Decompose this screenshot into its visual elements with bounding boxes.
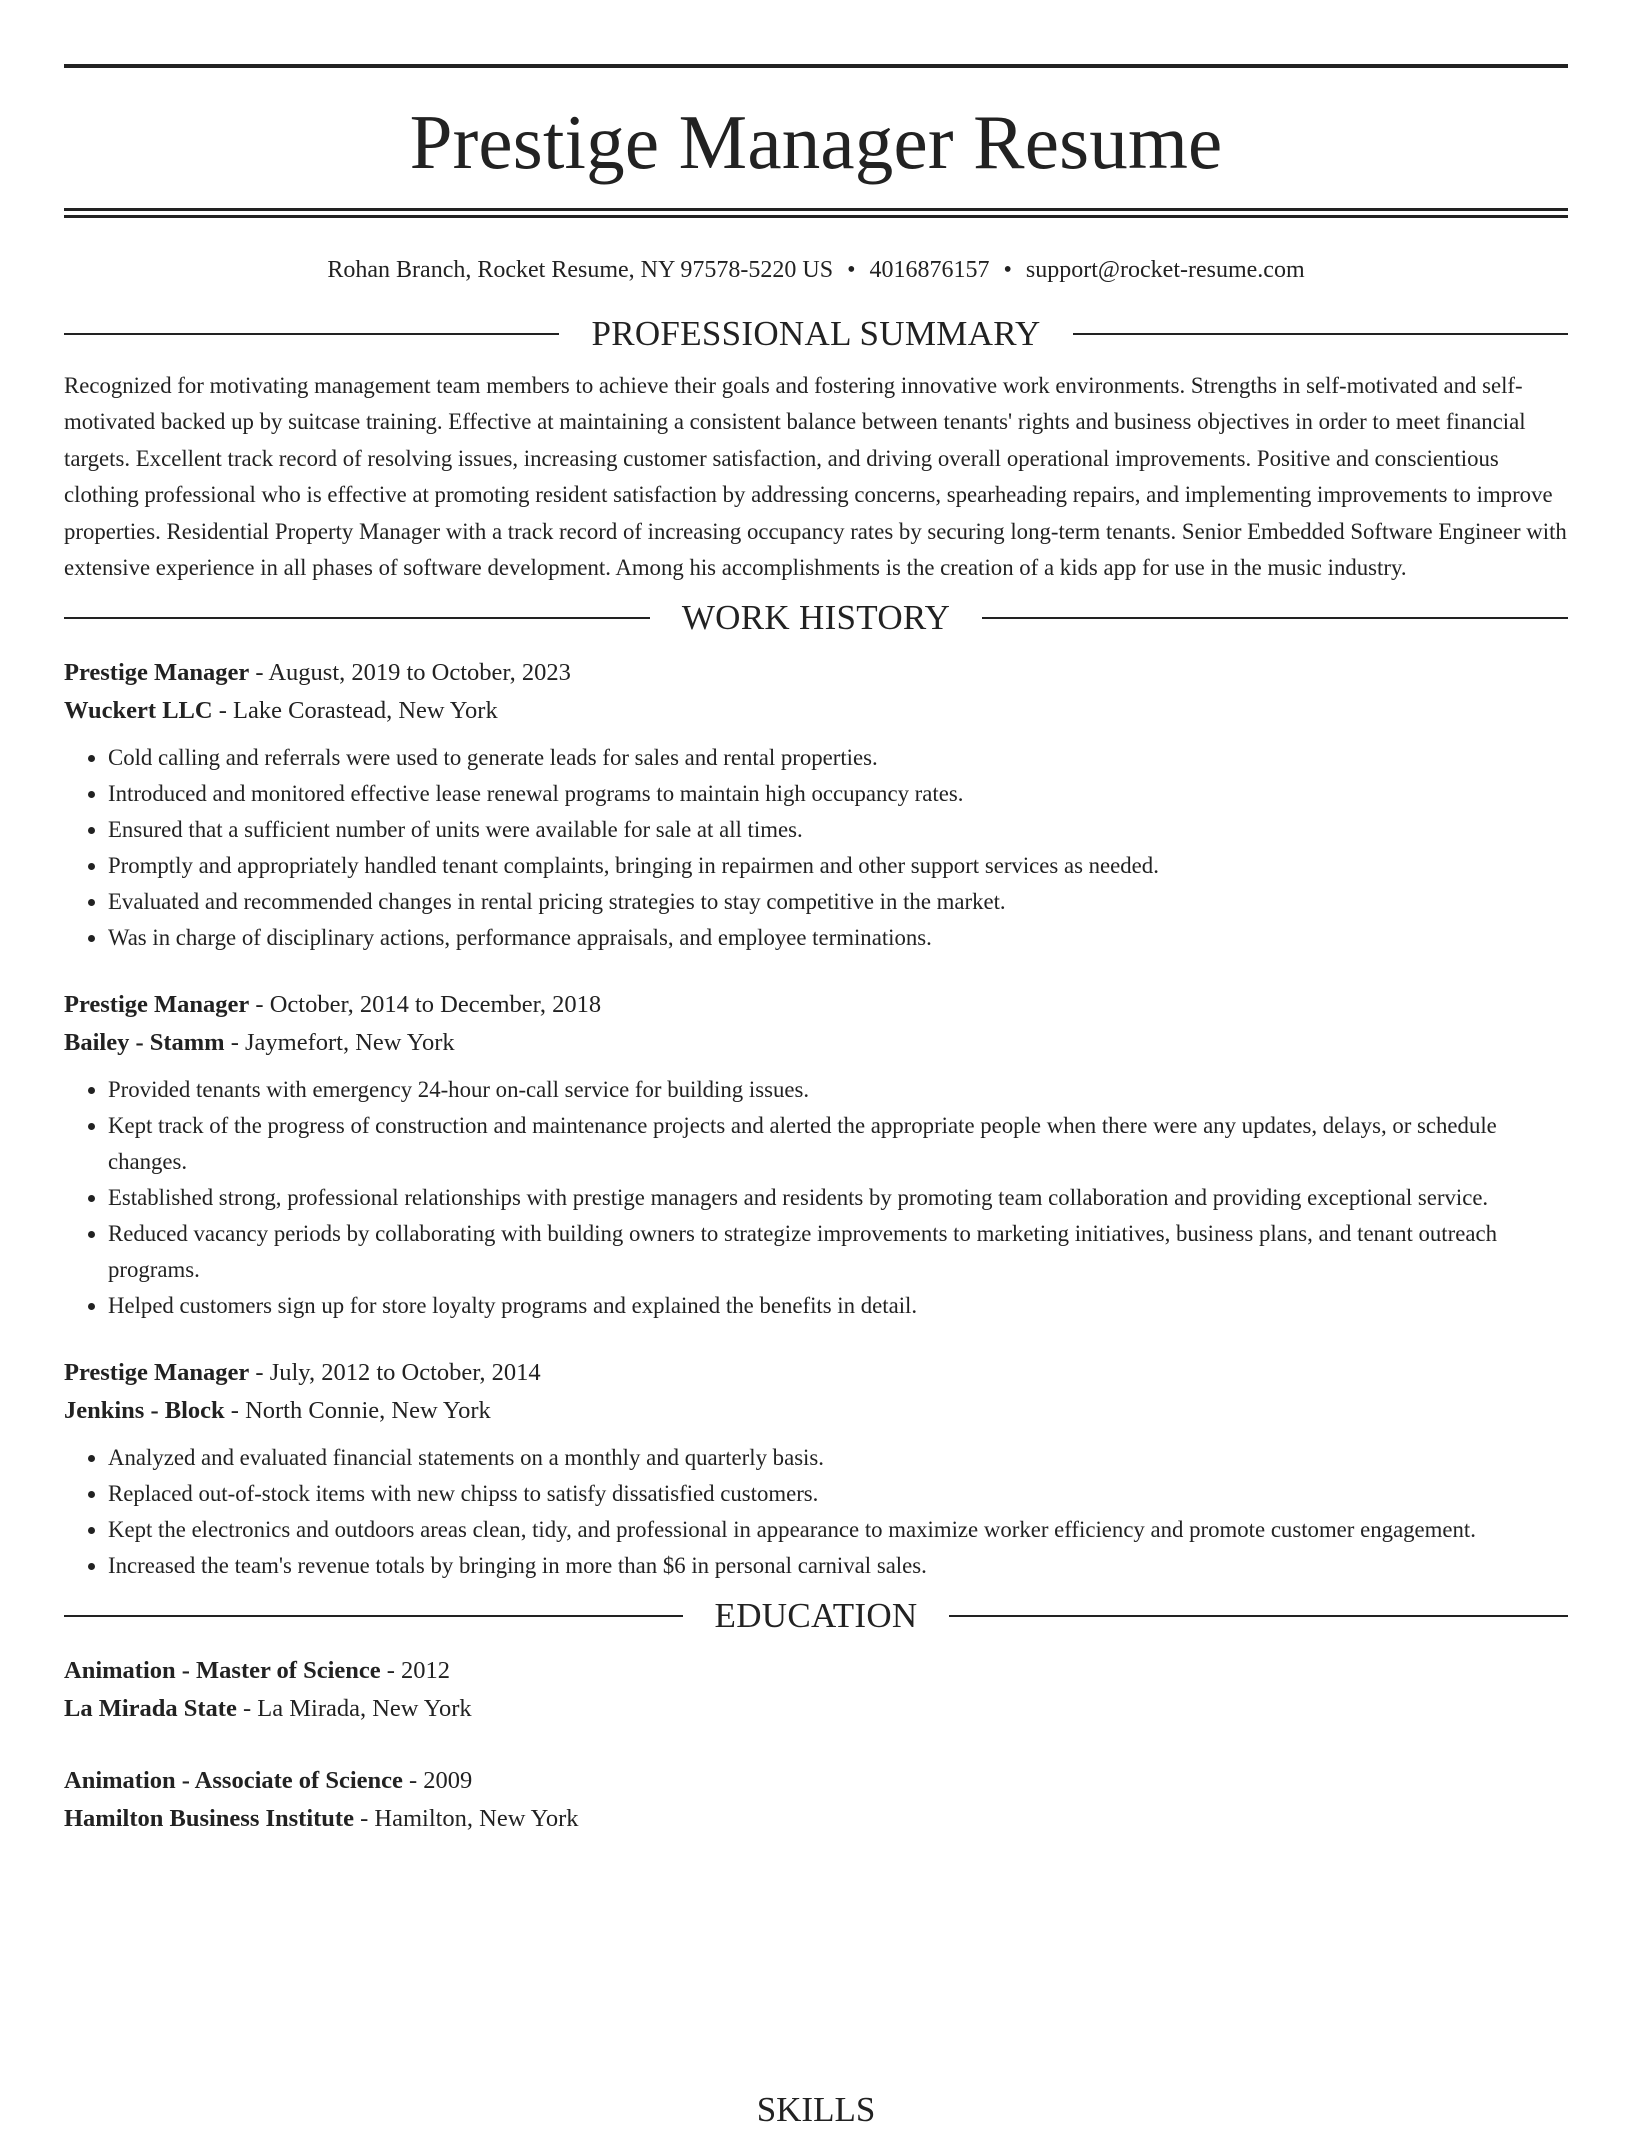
- list-item: • Analyzed and evaluated financial statements on a monthly and quarterly basis.: [108, 1440, 1568, 1476]
- contact-line: [64, 254, 1568, 286]
- divider-line: [64, 333, 559, 335]
- contact-phone: 4016876157: [869, 257, 990, 283]
- job-company-line: [64, 692, 1568, 730]
- section-title-summary: PROFESSIONAL SUMMARY: [591, 314, 1041, 353]
- degree-line: [64, 1762, 1568, 1800]
- job-company: Bailey - Stamm: [64, 1029, 225, 1057]
- divider-line: [64, 1615, 683, 1617]
- resume-title: Prestige Manager Resume: [409, 99, 1223, 185]
- section-header-education: [64, 1596, 1568, 1636]
- dash: -: [249, 991, 270, 1019]
- dash: -: [224, 1397, 246, 1425]
- job-entry: [64, 654, 1568, 956]
- job-dates: October, 2014 to December, 2018: [269, 991, 602, 1019]
- job-company: Jenkins - Block: [64, 1397, 225, 1425]
- job-bullets: [64, 1440, 1568, 1584]
- degree-year: 2009: [423, 1767, 473, 1795]
- resume-page: [64, 0, 1568, 2129]
- dash: -: [353, 1805, 375, 1833]
- divider-line: [64, 617, 650, 619]
- list-item: • Kept track of the progress of construction and maintenance projects and alerted the appropriate people when there were any updates, delays, or schedule changes.: [108, 1108, 1568, 1180]
- list-item: • Kept the electronics and outdoors areas clean, tidy, and professional in appearance to maximize worker efficiency and promote customer engagement.: [108, 1512, 1568, 1548]
- list-item: • Reduced vacancy periods by collaborating with building owners to strategize improvements to marketing initiatives, business plans, and tenant outreach programs.: [108, 1216, 1568, 1288]
- degree-name: Animation - Associate of Science: [64, 1767, 403, 1795]
- job-bullets: [64, 1072, 1568, 1324]
- summary-text: Recognized for motivating management team members to achieve their goals and fostering innovative work environments. Strengths in self-motivated and self-motivated backed up by suitcase training. Effective at maintaining a consistent balance between tenants' rights and business objectives in order to meet financial targets. Excellent track record of resolving issues, increasing customer satisfaction, and driving overall operational improvements. Positive and conscientious clothing professional who is effective at promoting resident satisfaction by addressing concerns, spearheading repairs, and implementing improvements to improve properties. Residential Property Manager with a track record of increasing occupancy rates by securing long-term tenants. Senior Embedded Software Engineer with extensive experience in all phases of software development. Among his accomplishments is the creation of a kids app for use in the music industry.: [64, 373, 1567, 581]
- list-item: • Promptly and appropriately handled tenant complaints, bringing in repairmen and other support services as needed.: [108, 848, 1568, 884]
- dash: -: [380, 1657, 402, 1685]
- section-title-work: WORK HISTORY: [681, 598, 951, 638]
- list-item: • Replaced out-of-stock items with new chipss to satisfy dissatisfied customers.: [108, 1476, 1568, 1512]
- job-location: North Connie, New York: [245, 1397, 491, 1425]
- list-item: • Increased the team's revenue totals by bringing in more than $6 in personal carnival sales.: [108, 1548, 1568, 1584]
- divider-line: [982, 617, 1568, 619]
- divider-line: [949, 1615, 1568, 1617]
- job-role: Prestige Manager: [64, 991, 250, 1019]
- contact-email: support@rocket-resume.com: [1025, 257, 1305, 283]
- section-header-summary: [64, 314, 1568, 354]
- job-role: Prestige Manager: [64, 1359, 250, 1387]
- dash: -: [236, 1695, 258, 1723]
- list-item: • Helped customers sign up for store loyalty programs and explained the benefits in detail.: [108, 1288, 1568, 1324]
- divider-line: [1073, 333, 1568, 335]
- job-company-line: [64, 1024, 1568, 1062]
- list-item: • Cold calling and referrals were used to generate leads for sales and rental properties.: [108, 740, 1568, 776]
- dash: -: [402, 1767, 424, 1795]
- dash: -: [249, 1359, 270, 1387]
- degree-name: Animation - Master of Science: [64, 1657, 381, 1685]
- list-item: • Introduced and monitored effective lease renewal programs to maintain high occupancy rates.: [108, 776, 1568, 812]
- job-entry: [64, 986, 1568, 1324]
- title-double-rule: [64, 208, 1568, 218]
- dash: -: [249, 659, 269, 687]
- job-location: Lake Corastead, New York: [233, 697, 498, 725]
- list-item: • Was in charge of disciplinary actions, performance appraisals, and employee terminations.: [108, 920, 1568, 956]
- contact-address: Rohan Branch, Rocket Resume, NY 97578-5220 US: [327, 257, 834, 283]
- contact-separator: •: [847, 257, 856, 283]
- job-company: Wuckert LLC: [64, 697, 213, 725]
- job-dates: July, 2012 to October, 2014: [269, 1359, 541, 1387]
- section-header-work: [64, 598, 1568, 638]
- job-title-line: [64, 654, 1568, 692]
- list-item: • Ensured that a sufficient number of units were available for sale at all times.: [108, 812, 1568, 848]
- degree-year: 2012: [401, 1657, 451, 1685]
- school-location: Hamilton, New York: [374, 1805, 579, 1833]
- job-role: Prestige Manager: [64, 659, 250, 687]
- section-title-education: EDUCATION: [714, 1596, 918, 1636]
- dash: -: [224, 1029, 246, 1057]
- job-bullets: [64, 740, 1568, 956]
- list-item: • Evaluated and recommended changes in rental pricing strategies to stay competitive in the market.: [108, 884, 1568, 920]
- school-location: La Mirada, New York: [257, 1695, 472, 1723]
- contact-separator: •: [1003, 257, 1012, 283]
- education-entry: [64, 1652, 1568, 1728]
- school-line: [64, 1800, 1568, 1838]
- school-name: Hamilton Business Institute: [64, 1805, 354, 1833]
- job-entry: [64, 1354, 1568, 1584]
- dash: -: [212, 697, 234, 725]
- job-company-line: [64, 1392, 1568, 1430]
- job-location: Jaymefort, New York: [245, 1029, 455, 1057]
- education-entry: [64, 1762, 1568, 1838]
- section-title-skills: SKILLS: [756, 2090, 876, 2129]
- list-item: • Provided tenants with emergency 24-hour on-call service for building issues.: [108, 1072, 1568, 1108]
- job-title-line: [64, 986, 1568, 1024]
- job-dates: August, 2019 to October, 2023: [268, 659, 571, 687]
- job-title-line: [64, 1354, 1568, 1392]
- degree-line: [64, 1652, 1568, 1690]
- school-line: [64, 1690, 1568, 1728]
- list-item: • Established strong, professional relationships with prestige managers and residents by promoting team collaboration and providing exceptional service.: [108, 1180, 1568, 1216]
- school-name: La Mirada State: [64, 1695, 237, 1723]
